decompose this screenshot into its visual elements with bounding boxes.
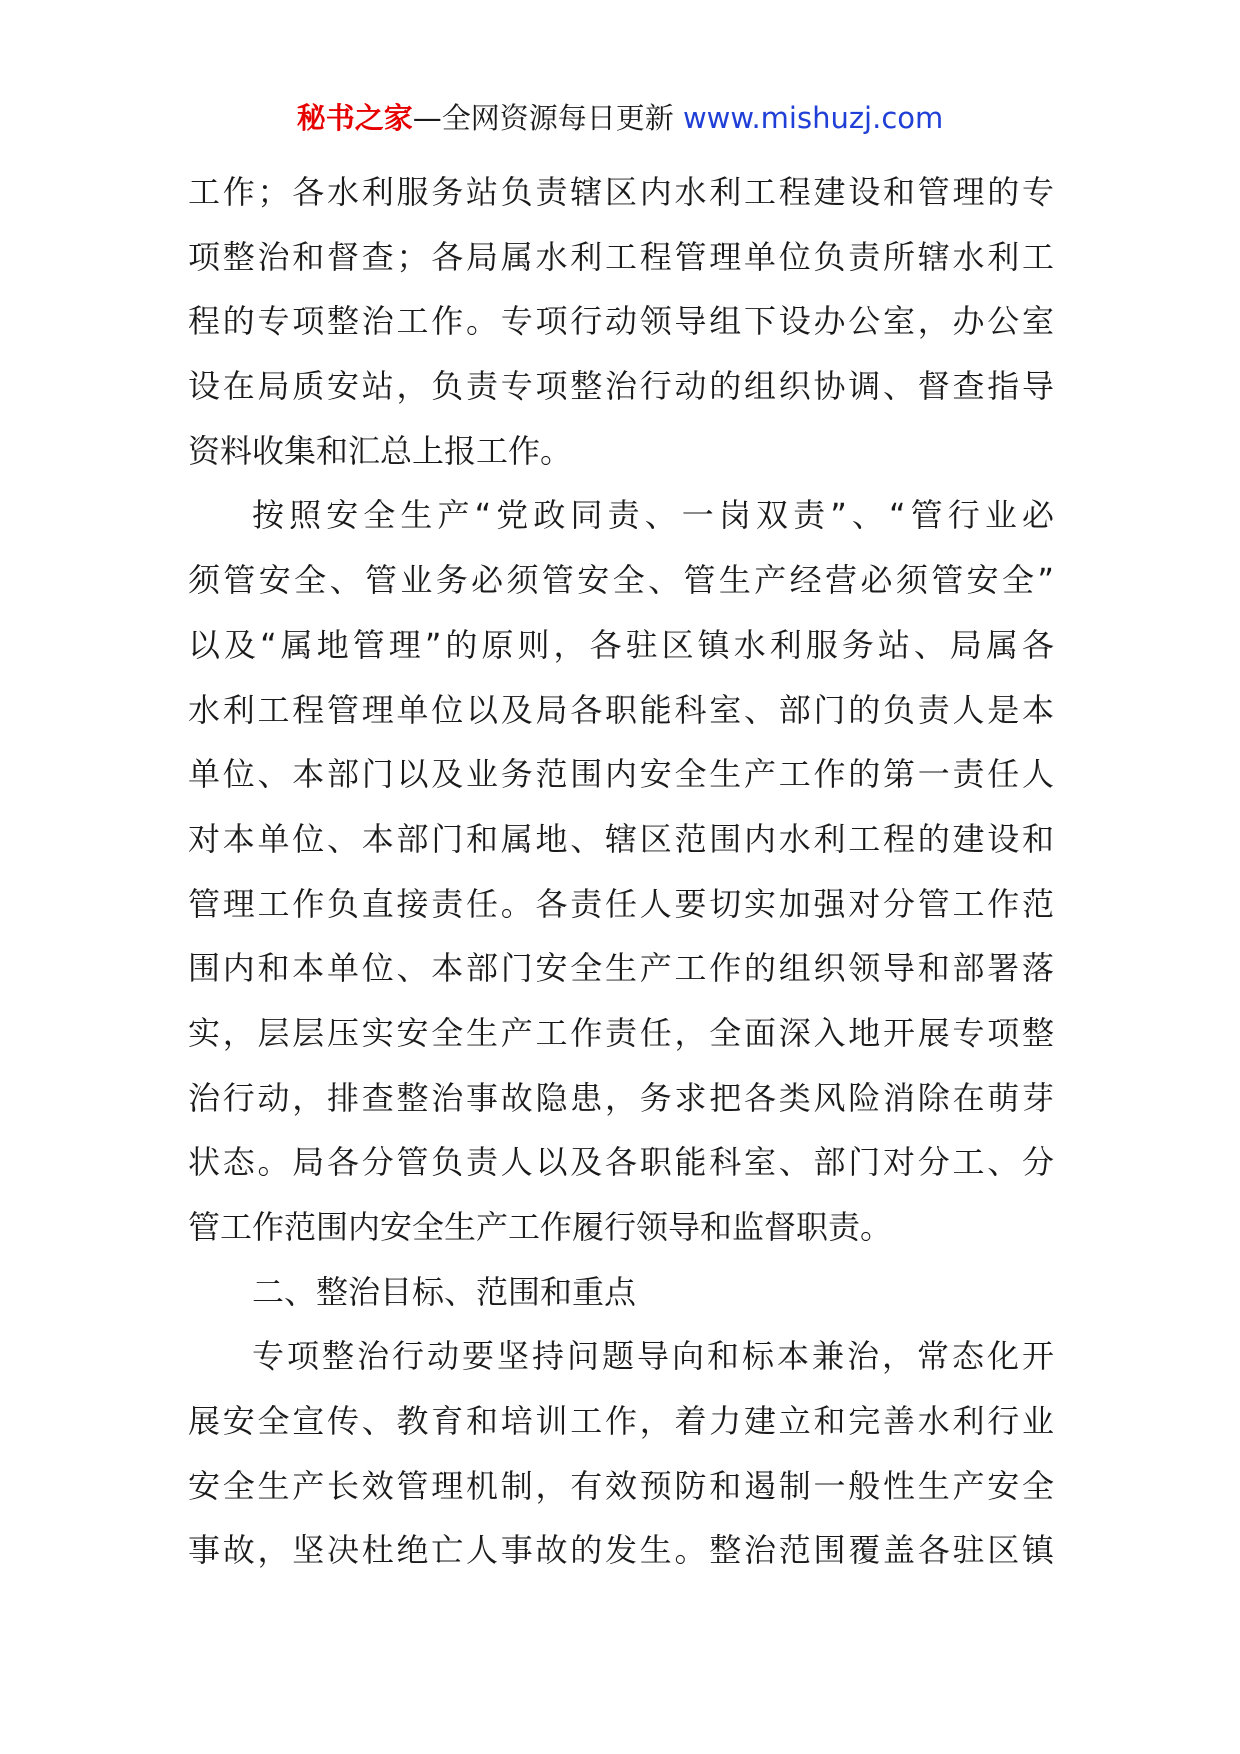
site-url[interactable]: www.mishuzj.com — [682, 101, 944, 135]
text-line: 设在局质安站，负责专项整治行动的组织协调、督查指导 — [188, 367, 1054, 406]
text-line: 项整治和督查；各局属水利工程管理单位负责所辖水利工 — [188, 237, 1054, 276]
document-body — [188, 160, 1054, 1583]
text-line: 状态。局各分管负责人以及各职能科室、部门对分工、分 — [188, 1143, 1054, 1182]
text-line: 须管安全、管业务必须管安全、管生产经营必须管安全” — [188, 561, 1054, 600]
text-line: 实，层层压实安全生产工作责任，全面深入地开展专项整 — [188, 1013, 1054, 1052]
text-line: 安全生产长效管理机制，有效预防和遏制一般性生产安全 — [188, 1466, 1054, 1505]
text-line: 对本单位、本部门和属地、辖区范围内水利工程的建设和 — [188, 819, 1054, 858]
text-line: 水利工程管理单位以及局各职能科室、部门的负责人是本 — [188, 690, 1054, 729]
text-line: 以及“属地管理”的原则，各驻区镇水利服务站、局属各 — [188, 625, 1054, 664]
header-tagline: —全网资源每日更新 — [412, 101, 683, 135]
text-line: 专项整治行动要坚持问题导向和标本兼治，常态化开 — [252, 1337, 1054, 1376]
text-line: 事故，坚决杜绝亡人事故的发生。整治范围覆盖各驻区镇 — [188, 1531, 1054, 1570]
text-line: 展安全宣传、教育和培训工作，着力建立和完善水利行业 — [188, 1402, 1054, 1441]
brand-name: 秘书之家 — [296, 101, 413, 135]
text-line: 二、整治目标、范围和重点 — [252, 1272, 637, 1311]
text-line: 围内和本单位、本部门安全生产工作的组织领导和部署落 — [188, 949, 1054, 988]
text-line: 治行动，排查整治事故隐患，务求把各类风险消除在萌芽 — [188, 1078, 1054, 1117]
text-line: 管理工作负直接责任。各责任人要切实加强对分管工作范 — [188, 884, 1054, 923]
text-line: 单位、本部门以及业务范围内安全生产工作的第一责任人 — [188, 755, 1054, 794]
text-line: 按照安全生产“党政同责、一岗双责”、“管行业必 — [252, 496, 1054, 535]
text-line: 程的专项整治工作。专项行动领导组下设办公室，办公室 — [188, 302, 1054, 341]
page-header — [0, 98, 1240, 138]
text-line: 资料收集和汇总上报工作。 — [188, 431, 573, 470]
text-line: 工作；各水利服务站负责辖区内水利工程建设和管理的专 — [188, 173, 1054, 211]
text-line: 管工作范围内安全生产工作履行领导和监督职责。 — [188, 1208, 893, 1246]
